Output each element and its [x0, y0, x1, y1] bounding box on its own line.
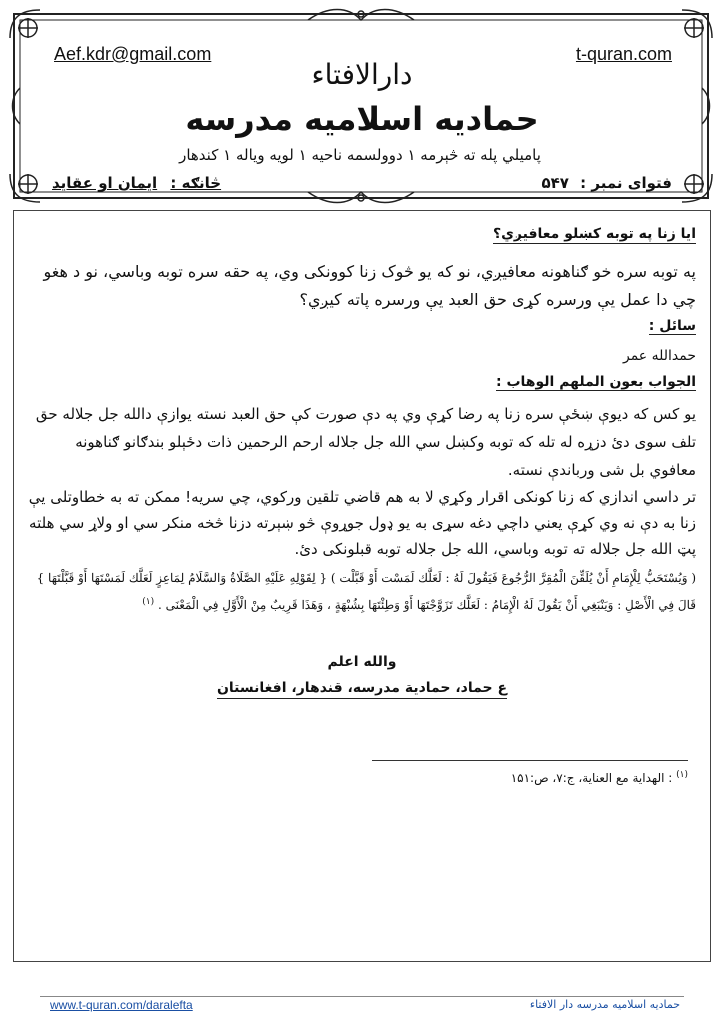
answer-arabic-quote — [26, 566, 696, 617]
question-title — [36, 226, 696, 242]
category — [52, 174, 221, 192]
question-title-text: ایا زنا په توبه کښلو معافيږي؟ — [492, 226, 696, 242]
answer-heading — [496, 374, 696, 390]
header-title-top: دارالافتاء — [311, 58, 413, 91]
footnote-divider — [372, 760, 688, 761]
asker-name: حمدالله عمر — [622, 348, 696, 364]
closing-signature — [0, 680, 724, 696]
fatwa-number-label: فتوای نمبر : — [580, 174, 672, 192]
asker-label — [649, 318, 696, 334]
asker-label-text: سائل : — [648, 318, 696, 334]
closing-wallahu-alam: والله اعلم — [327, 654, 397, 670]
footnote-marker: (۱) — [676, 770, 688, 780]
answer-heading-text: الجواب بعون الملهم الوهاب : — [495, 374, 696, 390]
footer-divider — [40, 996, 684, 997]
header-website[interactable]: t-quran.com — [575, 44, 672, 64]
answer-paragraph-2: تر داسي اندازي که زنا کونکی اقرار وکړي لا به هم قاضي تلقين ورکوي، چي سريه! ممکن ته به خطاوتلی یې زنا به دې نه وي کړې یعني داچي دغه سړی به یو ډول جوړوې څو ښېرته دزنا څخه منکر سي او ولاړ سي هلته پټ الله جل جلاله ته توبه وباسي، الله جل جلاله توبه قبلونکی دئ. — [28, 488, 696, 558]
footer-site-name: حمادیه اسلامیه مدرسه دار الافتاء — [529, 998, 680, 1011]
answer-paragraph-1: یو کس که دیوې ښځې سره زنا په رضا کړې وي په دې صورت کې حق العبد نسته یوازې دالله جل جلاله حق تلف سوی دئ دزړه له تله که توبه وکښل سي الله جل جلاله ارحم الرحمین ذات دځېلو بندګانو ګناهونه معافوي بل شی ورباندې نسته. — [35, 405, 696, 479]
fatwa-number — [541, 174, 672, 192]
header-title-main: حمادیه اسلامیه مدرسه — [185, 100, 539, 138]
footnote-reference[interactable]: (۱) — [142, 597, 155, 607]
footnote-text: : الهداية مع العناية، ج:۷، ص:۱۵۱ — [510, 771, 673, 785]
footnote — [348, 770, 688, 785]
category-value: ایمان او عقاید — [52, 174, 158, 192]
closing-signature-text: ع حماد، حمادية مدرسه، قندهار، افغانستان — [217, 680, 507, 699]
arabic-quote-text: ( وَيُسْتَحَبُّ لِلْإِمَامِ أَنْ يُلَقِّنَ الْمُقِرَّ الرُّجُوعَ فَيَقُولَ لَهُ : لَعَلَّك لَمَسْت أَوْ قَبَّلْت ) { لِقَوْلِهِ عَلَيْهِ الصَّلَاةُ وَالسَّلَامُ لِمَاعِزٍ لَعَلَّك لَمَسْتَهَا أَوْ قَبَّلْتَهَا } قَالَ فِي الْأَصْلِ : وَيَنْبَغِي أَنْ يَقُولَ لَهُ الْإِمَامُ : لَعَلَّك تَزَوَّجْتَهَا أَوْ وَطِئْتَهَا بِشُبْهَةٍ ، وَهَذَا قَرِيبٌ مِنْ الْأَوَّلِ فِي الْمَعْنَى . — [36, 571, 696, 612]
footer-url-link[interactable]: www.t-quran.com/daralefta — [50, 998, 193, 1012]
question-body: په توبه سره خو ګناهونه معافيږي، نو که یو څوک زنا کوونکی وي، په حقه سره توبه وباسي، نو د هغو چي دا عمل یې ورسره کړی حق العبد یې ورسره پاته کيږي؟ — [43, 262, 696, 309]
category-label: څانګه : — [170, 174, 222, 192]
fatwa-number-value: ۵۴۷ — [541, 174, 569, 192]
header-address: پامیلي پله ته څېرمه ۱ دوولسمه ناحیه ۱ لویه ویاله ۱ کندهار — [179, 146, 541, 164]
header-email[interactable]: Aef.kdr@gmail.com — [54, 44, 212, 64]
